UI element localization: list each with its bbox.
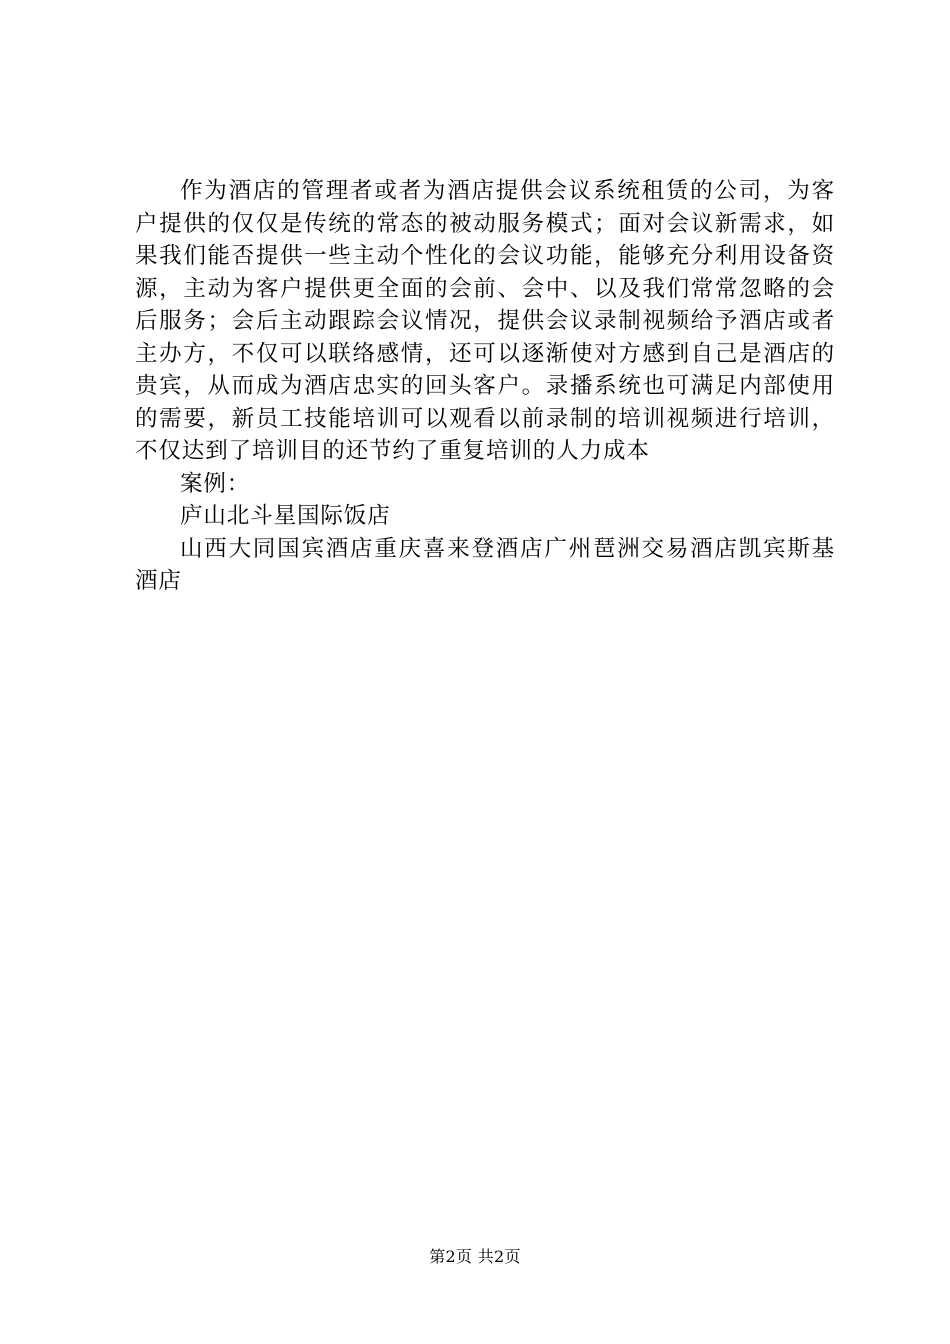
paragraph-case-heading: 案例： (180, 470, 251, 497)
document-body (135, 175, 835, 598)
paragraph-case-lushan: 庐山北斗星国际饭店 (180, 503, 391, 529)
page-footer: 第2页 共2页 (429, 1247, 521, 1266)
paragraph-case-hotels: 山西大同国宾酒店重庆喜来登酒店广州琶洲交易酒店凯宾斯基酒店 (135, 535, 835, 594)
paragraph-intro: 作为酒店的管理者或者为酒店提供会议系统租赁的公司，为客户提供的仅仅是传统的常态的被动服务模式；面对会议新需求，如果我们能否提供一些主动个性化的会议功能，能够充分利用设备资源，主动为客户提供更全面的会前、会中、以及我们常常忽略的会后服务；会后主动跟踪会议情况，提供会议录制视频给予酒店或者主办方，不仅可以联络感情，还可以逐渐使对方感到自己是酒店的贵宾，从而成为酒店忠实的回头客户。录播系统也可满足内部使用的需要，新员工技能培训可以观看以前录制的培训视频进行培训，不仅达到了培训目的还节约了重复培训的人力成本 (135, 178, 835, 464)
